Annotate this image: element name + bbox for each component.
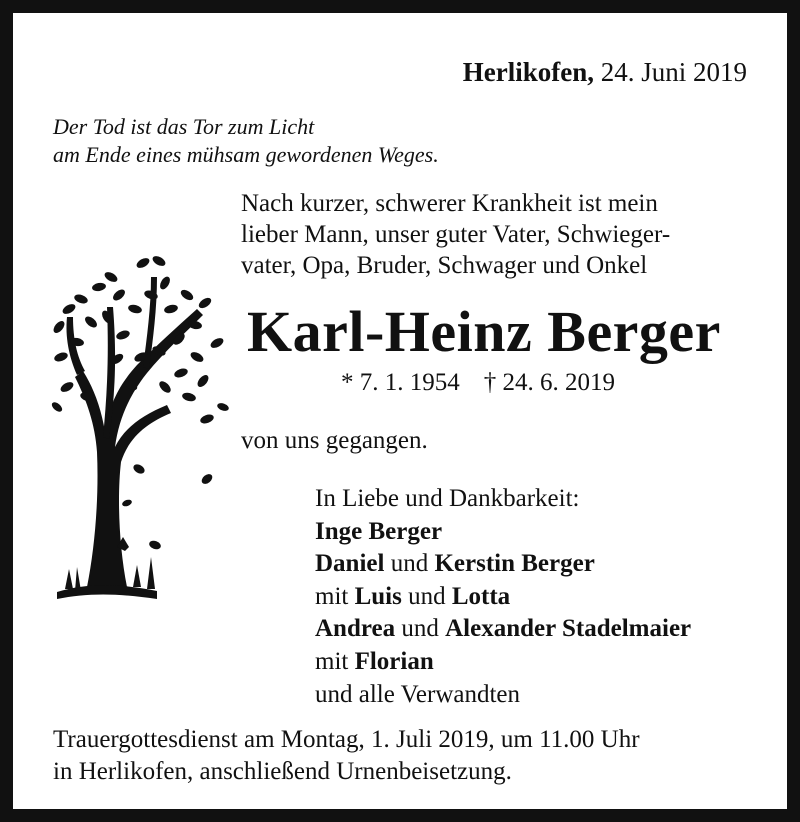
mourner-name: Inge Berger (315, 517, 443, 545)
mourner-line (315, 548, 691, 581)
intro-line-2: lieber Mann, unser guter Vater, Schwieger- (241, 221, 671, 248)
mourner-line (315, 581, 691, 614)
conjunction: und (401, 615, 439, 643)
mourners-heading: In Liebe und Dankbarkeit: (315, 485, 580, 512)
intro-line-1: Nach kurzer, schwerer Krankheit ist mein (241, 190, 658, 217)
mourner-line (315, 613, 691, 646)
with-word: mit (315, 647, 349, 675)
mourner-line (315, 516, 691, 549)
mourner-line (315, 646, 691, 679)
mourner-name: Kerstin Berger (434, 550, 595, 578)
passed-away-text: von uns gegangen. (241, 427, 428, 454)
life-dates (341, 369, 615, 397)
mourner-name: Luis (354, 582, 402, 610)
place-date-line (463, 57, 747, 88)
mourner-name: Daniel (315, 550, 385, 578)
mourner-name: Lotta (451, 582, 511, 610)
date: 24. Juni 2019 (600, 57, 747, 87)
mourners-list (315, 483, 691, 711)
mourner-name: Andrea (315, 615, 396, 643)
tree-with-falling-leaves-icon (47, 247, 231, 627)
death-date: † 24. 6. 2019 (483, 369, 615, 396)
relatives-line: und alle Verwandten (315, 680, 521, 708)
intro-line-3: vater, Opa, Bruder, Schwager und Onkel (241, 252, 648, 279)
motto-line-2: am Ende eines mühsam gewordenen Weges. (53, 142, 439, 167)
mourner-name: Alexander Stadelmaier (445, 615, 692, 643)
with-word: mit (315, 582, 349, 610)
mourner-name: Florian (354, 647, 434, 675)
conjunction: und (408, 582, 446, 610)
motto-line-1: Der Tod ist das Tor zum Licht (53, 114, 315, 139)
conjunction: und (390, 550, 429, 578)
birth-date: * 7. 1. 1954 (341, 369, 460, 396)
deceased-name: Karl-Heinz Berger (247, 299, 721, 364)
service-line-2: in Herlikofen, anschließend Urnenbeisetzung. (53, 758, 512, 785)
service-line-1: Trauergottesdienst am Montag, 1. Juli 2019, um 11.00 Uhr (53, 726, 640, 753)
place: Herlikofen, (462, 57, 594, 87)
